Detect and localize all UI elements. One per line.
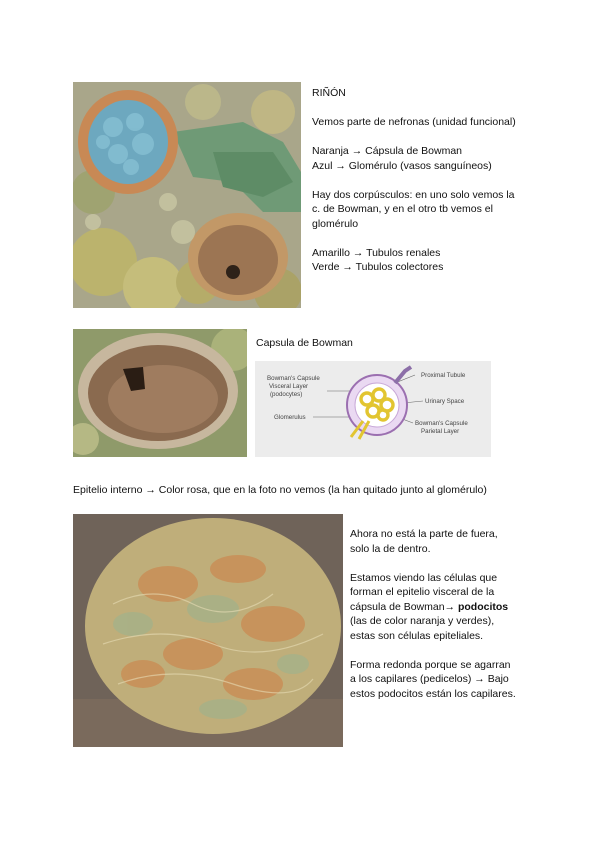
label-caps-visceral: Bowman's Capsule <box>267 375 320 382</box>
legend-blue: Azul → Glomérulo (vasos sanguíneos) <box>312 159 492 172</box>
p2-line-bold <box>350 600 550 615</box>
p3-line: a los capilares (pedicelos) → Bajo <box>350 673 509 685</box>
podocitos-notes <box>350 527 550 701</box>
glomerulus-sem-image <box>73 514 343 747</box>
heading-rinon: RIÑÓN <box>312 87 346 99</box>
p3-line: Forma redonda porque se agarran <box>350 658 511 671</box>
p2-line: estas son células epiteliales. <box>350 629 484 642</box>
p2-prefix: cápsula de Bowman→ <box>350 600 458 613</box>
podocitos-bold: podocitos <box>457 600 509 613</box>
label-caps-visceral: Visceral Layer <box>269 383 309 390</box>
legend-yellow: Amarillo → Tubulos renales <box>312 246 441 259</box>
label-proximal: Proximal Tubule <box>421 372 466 379</box>
p1-line: solo la de dentro. <box>350 542 431 555</box>
epitelio-text: Epitelio interno → Color rosa, que en la foto no vemos (la han quitado junto al glomérulo) <box>73 484 487 496</box>
p1-line: Ahora no está la parte de fuera, <box>350 528 498 540</box>
p2-line: Estamos viendo las células que <box>350 571 498 584</box>
legend-orange: Naranja → Cápsula de Bowman <box>312 145 462 157</box>
label-caps-visceral: (podocytes) <box>270 391 303 398</box>
kidney-notes <box>312 86 552 275</box>
p3-line: estos podocitos están los capilares. <box>350 687 516 700</box>
kidney-sem-image <box>73 82 301 308</box>
label-urinary: Urinary Space <box>425 398 465 405</box>
label-parietal: Parietal Layer <box>421 428 460 435</box>
note-line: Hay dos corpúsculos: en uno solo vemos la <box>312 188 515 201</box>
bowman-capsule-image <box>73 329 247 457</box>
heading-bowman: Capsula de Bowman <box>256 337 353 349</box>
note-line: glomérulo <box>312 217 359 230</box>
p2-line: (las de color naranja y verdes), <box>350 615 495 627</box>
intro-text: Vemos parte de nefronas (unidad funcional) <box>312 116 516 128</box>
p2-line: forman el epitelio visceral de la <box>350 586 495 598</box>
legend-green: Verde → Tubulos colectores <box>312 261 444 273</box>
glomerulus-diagram <box>255 361 491 457</box>
note-line: c. de Bowman, y en el otro tb vemos el <box>312 203 493 215</box>
label-glomerulus: Glomerulus <box>274 414 306 421</box>
label-parietal: Bowman's Capsule <box>415 420 468 427</box>
